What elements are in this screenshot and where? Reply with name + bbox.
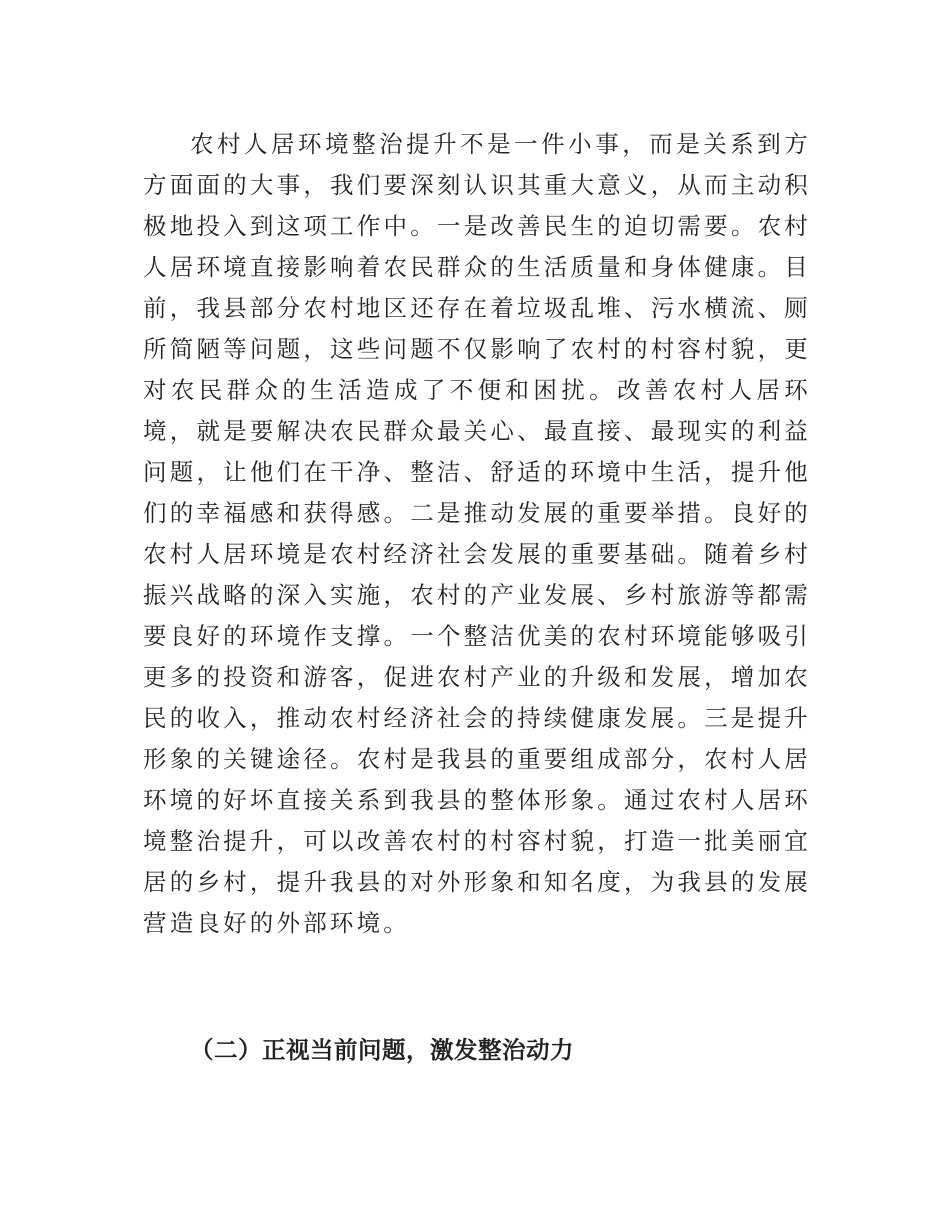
section-heading: （二）正视当前问题，激发整治动力 xyxy=(190,1036,574,1064)
body-paragraph: 农村人居环境整治提升不是一件小事，而是关系到方方面面的大事，我们要深刻认识其重大意义，从而主动积极地投入到这项工作中。一是改善民生的迫切需要。农村人居环境直接影响着农民群众的生活质量和身体健康。目前，我县部分农村地区还存在着垃圾乱堆、污水横流、厕所简陋等问题，这些问题不仅影响了农村的村容村貌，更对农民群众的生活造成了不便和困扰。改善农村人居环境，就是要解决农民群众最关心、最直接、最现实的利益问题，让他们在干净、整洁、舒适的环境中生活，提升他们的幸福感和获得感。二是推动发展的重要举措。良好的农村人居环境是农村经济社会发展的重要基础。随着乡村振兴战略的深入实施，农村的产业发展、乡村旅游等都需要良好的环境作支撑。一个整洁优美的农村环境能够吸引更多的投资和游客，促进农村产业的升级和发展，增加农民的收入，推动农村经济社会的持续健康发展。三是提升形象的关键途径。农村是我县的重要组成部分，农村人居环境的好坏直接关系到我县的整体形象。通过农村人居环境整治提升，可以改善农村的村容村貌，打造一批美丽宜居的乡村，提升我县的对外形象和知名度，为我县的发展营造良好的外部环境。 xyxy=(143,130,811,937)
